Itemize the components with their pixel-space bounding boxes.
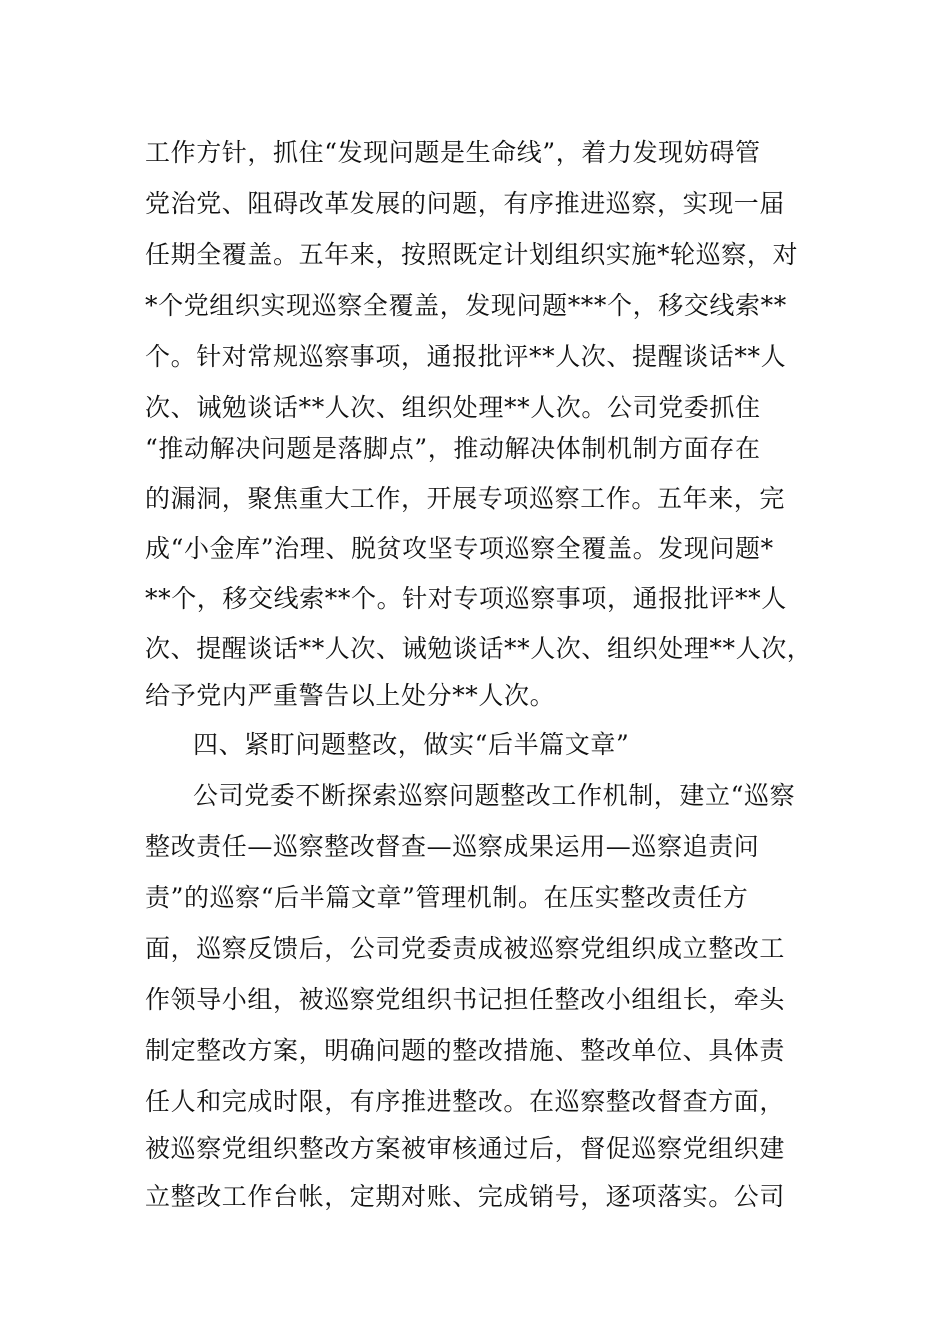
text-line: 个。针对常规巡察事项，通报批评**人次、提醒谈话**人 bbox=[145, 342, 787, 371]
text-line: 任期全覆盖。五年来，按照既定计划组织实施*轮巡察，对 bbox=[145, 240, 799, 269]
text-line: 成“小金库”治理、脱贫攻坚专项巡察全覆盖。发现问题* bbox=[145, 534, 774, 563]
text-line: 工作方针，抓住“发现问题是生命线”，着力发现妨碍管 bbox=[145, 138, 761, 167]
section-heading: 四、紧盯问题整改，做实“后半篇文章” bbox=[193, 730, 630, 759]
text-line: 次、诫勉谈话**人次、组织处理**人次。公司党委抓住 bbox=[145, 393, 761, 422]
text-line: 的漏洞，聚焦重大工作，开展专项巡察工作。五年来，完 bbox=[145, 484, 786, 513]
paragraph-first-line: 公司党委不断探索巡察问题整改工作机制，建立“巡察 bbox=[193, 781, 796, 810]
text-line: 次、提醒谈话**人次、诫勉谈话**人次、组织处理**人次， bbox=[145, 634, 813, 663]
text-line: 制定整改方案，明确问题的整改措施、整改单位、具体责 bbox=[145, 1036, 786, 1065]
text-line: 党治党、阻碍改革发展的问题，有序推进巡察，实现一届 bbox=[145, 189, 786, 218]
text-line: 责”的巡察“后半篇文章”管理机制。在压实整改责任方 bbox=[145, 883, 749, 912]
text-line: 面，巡察反馈后，公司党委责成被巡察党组织成立整改工 bbox=[145, 934, 786, 963]
text-line: 给予党内严重警告以上处分**人次。 bbox=[145, 681, 556, 710]
text-line: 立整改工作台帐，定期对账、完成销号，逐项落实。公司 bbox=[145, 1182, 786, 1211]
text-line: *个党组织实现巡察全覆盖，发现问题***个，移交线索** bbox=[145, 291, 787, 320]
text-line: 整改责任—巡察整改督查—巡察成果运用—巡察追责问 bbox=[145, 832, 760, 861]
text-line: 被巡察党组织整改方案被审核通过后，督促巡察党组织建 bbox=[145, 1134, 786, 1163]
text-line: “推动解决问题是落脚点”，推动解决体制机制方面存在 bbox=[145, 434, 761, 463]
text-line: 作领导小组，被巡察党组织书记担任整改小组组长，牵头 bbox=[145, 985, 786, 1014]
text-line: 任人和完成时限，有序推进整改。在巡察整改督查方面， bbox=[145, 1087, 786, 1116]
text-line: **个，移交线索**个。针对专项巡察事项，通报批评**人 bbox=[145, 584, 787, 613]
